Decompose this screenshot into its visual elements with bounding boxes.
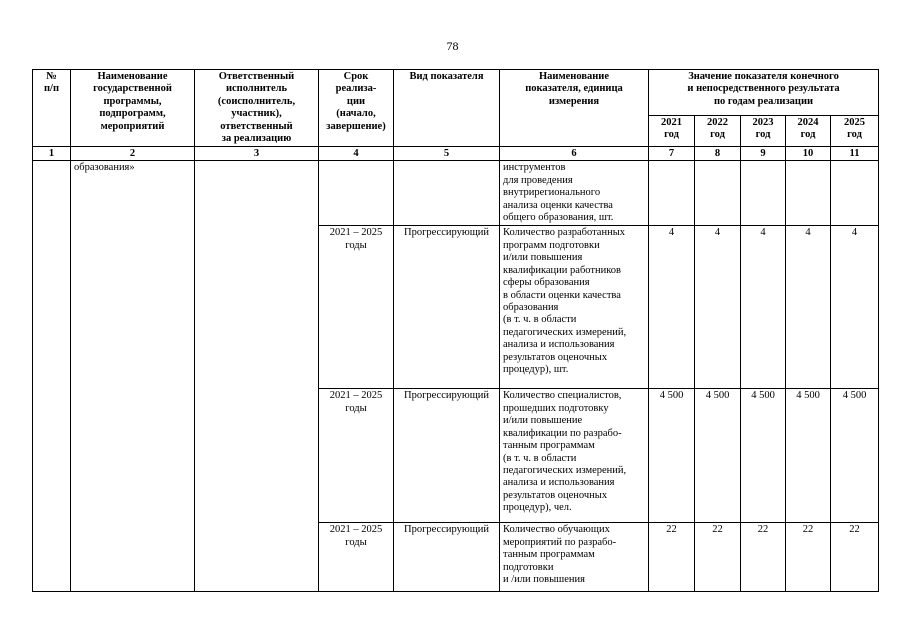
column-number: 2 xyxy=(71,147,195,161)
column-number: 8 xyxy=(695,147,741,161)
header-year xyxy=(786,115,831,147)
text-line: педагогических измерений, xyxy=(503,326,627,338)
text-line: 2023 xyxy=(752,116,774,128)
text-line: анализа оценки качества xyxy=(503,199,613,211)
header-number xyxy=(33,70,71,147)
text-line: ответственный xyxy=(220,120,293,132)
text-line: педагогических измерений, xyxy=(503,464,627,476)
text-line: образования xyxy=(503,301,559,313)
text-line: годы xyxy=(345,402,367,414)
header-year xyxy=(695,115,741,147)
indicator-name-cell xyxy=(500,226,649,389)
text-line: годы xyxy=(345,536,367,548)
text-line: процедур), шт. xyxy=(503,363,569,375)
text-line: 2024 xyxy=(797,116,819,128)
text-line: для проведения xyxy=(503,174,573,186)
text-line: подготовки xyxy=(503,561,554,573)
value-cell: 4 500 xyxy=(649,389,695,523)
text-line: общего образования, шт. xyxy=(503,212,614,224)
header-indicator-type xyxy=(394,70,500,147)
text-line: программы, xyxy=(103,95,162,107)
value-cell xyxy=(649,161,695,226)
text-line: Ответственный xyxy=(218,71,295,82)
text-line: процедур), чел. xyxy=(503,502,572,514)
indicator-name-cell xyxy=(500,161,649,226)
text-line: мероприятий xyxy=(100,120,165,132)
indicator-name-cell xyxy=(500,389,649,523)
text-line: исполнитель xyxy=(225,83,288,95)
period-cell xyxy=(319,523,394,592)
text-line: год xyxy=(847,129,862,141)
text-line: в области оценки качества xyxy=(503,289,621,301)
indicator-table xyxy=(32,69,879,592)
text-line: квалификации по разрабо- xyxy=(503,427,622,439)
header-year xyxy=(649,115,695,147)
indicator-type-cell: Прогрессирующий xyxy=(394,389,500,523)
program-name-cell: образования» xyxy=(71,161,195,592)
text-line: годы xyxy=(345,239,367,251)
column-numbers-row xyxy=(33,147,879,161)
value-cell: 22 xyxy=(786,523,831,592)
text-line: завершение) xyxy=(326,120,386,132)
text-line: танным программам xyxy=(503,549,595,561)
text-line: квалификации работников xyxy=(503,264,622,276)
value-cell: 22 xyxy=(695,523,741,592)
text-line: сферы образования xyxy=(503,277,590,289)
text-line: Количество специалистов, xyxy=(503,390,622,402)
period-cell xyxy=(319,389,394,523)
text-line: (в т. ч. в области xyxy=(503,314,577,326)
header-values-group xyxy=(649,70,879,116)
text-line: анализа и использования xyxy=(503,477,615,489)
value-cell: 4 xyxy=(741,226,786,389)
text-line: Значение показателя конечного xyxy=(688,71,839,82)
text-line: программ подготовки xyxy=(503,239,600,251)
period-cell xyxy=(319,226,394,389)
value-cell: 22 xyxy=(649,523,695,592)
value-cell: 4 xyxy=(831,226,879,389)
text-line: п/п xyxy=(43,83,60,95)
text-line: за реализацию xyxy=(221,133,292,145)
text-line: подпрограмм, xyxy=(99,108,166,120)
value-cell: 4 xyxy=(649,226,695,389)
text-line: и непосредственного результата xyxy=(687,83,840,95)
text-line: (начало, xyxy=(336,108,376,120)
text-line: (в т. ч. в области xyxy=(503,452,577,464)
text-line: Количество обучающих xyxy=(503,524,610,536)
text-line: Наименование xyxy=(97,71,168,82)
text-line: год xyxy=(755,129,771,141)
indicator-type-cell: Прогрессирующий xyxy=(394,523,500,592)
text-line: прошедших подготовку xyxy=(503,402,609,414)
value-cell: 22 xyxy=(831,523,879,592)
text-line: 2022 xyxy=(707,116,728,128)
executor-cell xyxy=(195,161,319,592)
text-line: ции xyxy=(346,95,366,107)
header-year xyxy=(741,115,786,147)
text-line: 2021 – 2025 xyxy=(329,227,383,239)
row-number-cell xyxy=(33,161,71,592)
text-line: 2021 – 2025 xyxy=(329,390,383,402)
text-line: Срок xyxy=(343,71,369,82)
text-line: Наименование xyxy=(539,71,609,82)
column-number: 10 xyxy=(786,147,831,161)
header-executor xyxy=(195,70,319,147)
text-line: Количество разработанных xyxy=(503,227,626,239)
text-line: анализа и использования xyxy=(503,339,615,351)
text-line: № xyxy=(46,71,57,82)
value-cell xyxy=(786,161,831,226)
text-line: год xyxy=(800,129,816,141)
indicator-type-cell xyxy=(394,161,500,226)
text-line: результатов оценочных xyxy=(503,489,608,501)
value-cell xyxy=(695,161,741,226)
text-line: результатов оценочных xyxy=(503,351,608,363)
column-number: 9 xyxy=(741,147,786,161)
text-line: год xyxy=(664,129,679,141)
value-cell: 4 500 xyxy=(786,389,831,523)
period-cell xyxy=(319,161,394,226)
indicator-name-cell xyxy=(500,523,649,592)
value-cell: 22 xyxy=(741,523,786,592)
indicator-type-cell: Прогрессирующий xyxy=(394,226,500,389)
text-line: и/или повышения xyxy=(503,252,583,264)
column-number: 11 xyxy=(831,147,879,161)
value-cell xyxy=(741,161,786,226)
header-year xyxy=(831,115,879,147)
value-cell: 4 xyxy=(695,226,741,389)
value-cell: 4 500 xyxy=(831,389,879,523)
header-period xyxy=(319,70,394,147)
header-program-name xyxy=(71,70,195,147)
text-line: участник), xyxy=(231,108,282,120)
text-line: 2021 xyxy=(661,116,682,128)
column-number: 1 xyxy=(33,147,71,161)
text-line: государственной xyxy=(93,83,172,95)
text-line: год xyxy=(710,129,725,141)
text-line: измерения xyxy=(548,95,600,107)
text-line: танным программам xyxy=(503,440,595,452)
text-line: Вид показателя xyxy=(409,71,484,82)
text-line: по годам реализации xyxy=(713,95,814,107)
value-cell: 4 xyxy=(786,226,831,389)
column-number: 3 xyxy=(195,147,319,161)
text-line: и /или повышения xyxy=(503,574,585,586)
header-indicator-name xyxy=(500,70,649,147)
value-cell: 4 500 xyxy=(695,389,741,523)
table-row xyxy=(33,161,879,226)
text-line: реализа- xyxy=(335,83,377,95)
text-line: 2021 – 2025 xyxy=(329,524,383,536)
text-line: 2025 xyxy=(844,116,865,128)
column-number: 6 xyxy=(500,147,649,161)
text-line: и/или повышение xyxy=(503,415,583,427)
column-number: 4 xyxy=(319,147,394,161)
text-line: показателя, единица xyxy=(525,83,623,95)
value-cell xyxy=(831,161,879,226)
text-line: инструментов xyxy=(503,162,566,174)
column-number: 7 xyxy=(649,147,695,161)
text-line: мероприятий по разрабо- xyxy=(503,536,617,548)
value-cell: 4 500 xyxy=(741,389,786,523)
text-line: внутрирегионального xyxy=(503,187,601,199)
column-number: 5 xyxy=(394,147,500,161)
page-number: 78 xyxy=(446,39,459,53)
text-line: (соисполнитель, xyxy=(217,95,296,107)
